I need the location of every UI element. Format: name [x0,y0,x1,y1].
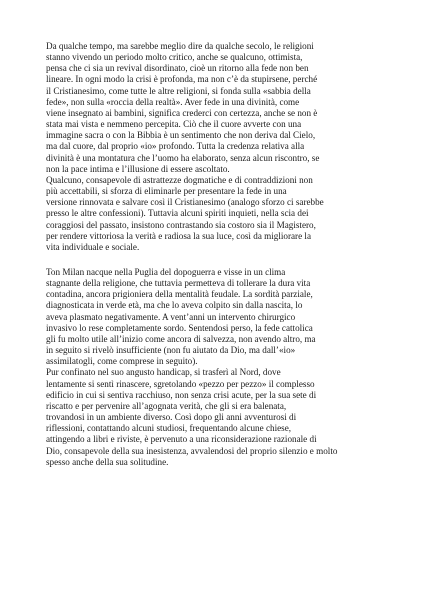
text-line: Qualcuno, consapevole di astrattezze dogmatiche e di contraddizioni non [46,174,313,185]
text-line: Da qualche tempo, ma sarebbe meglio dire da qualche secolo, le religioni [46,41,314,51]
text-line: edificio in cui si sentiva racchiuso, non senza crisi acute, per la sua sete di [46,389,317,400]
text-line: più accettabili, si sforza di eliminarle per presentare la fede in una [46,186,287,197]
text-line: Dio, consapevole della sua inesistenza, avvalendosi del proprio silenzio e molto [46,445,338,456]
text-line: coraggiosi del passato, insistono contrastando sia costoro sia il Magistero, [46,219,316,230]
text-line: ma dal cuore, dal proprio «io» profondo. Tutta la credenza relativa alla [46,141,305,152]
text-line: lentamente si sentì rinascere, sgretolando «pezzo per pezzo» il complesso [46,378,315,389]
text-line: aveva plasmato negativamente. A vent’anni un intervento chirurgico [46,311,296,322]
text-line: stanno vivendo un periodo molto critico, anche se qualcuno, ottimista, [46,52,303,63]
text-line: per rendere vittoriosa la verità e radiosa la sua luce, così da migliorare la [46,230,312,241]
text-line: vita individuale e sociale. [46,241,140,252]
text-line: non la pace intima e l’illusione di essere ascoltato. [46,163,230,174]
text-line: riflessioni, contattando alcuni studiosi, frequentando alcune chiese, [46,423,292,434]
text-line: riscatto e per pervenire all’agognata verità, che gli si era balenata, [46,400,287,411]
text-line: stagnante della religione, che tuttavia permetteva di tollerare la dura vita [46,278,311,289]
text-line: pensa che ci sia un revival disordinato, cioè un ritorno alla fede non ben [46,63,309,74]
text-line: trovandosi in un ambiente diverso. Così dopo gli anni avventurosi di [46,412,297,423]
text-line: in seguito si rivelò insufficiente (non fu aiutato da Dio, ma dall’«io» [46,345,296,356]
text-line: immagine sacra o con la Bibbia è un sentimento che non deriva dal Cielo, [46,130,316,141]
text-line: gli fu molto utile all’inizio come ancora di salvezza, non avendo altro, ma [46,333,316,344]
paragraph-ton-milan-biography [46,267,382,468]
text-line: versione rinnovata e salvare così il Cristianesimo (analogo sforzo ci sarebbe [46,197,324,208]
text-line: spesso anche della sua solitudine. [46,456,169,467]
text-line: contadina, ancora prigioniera della mentalità feudale. La sordità parziale, [46,289,313,300]
text-line: invasivo lo rese completamente sordo. Sentendosi perso, la fede cattolica [46,322,313,333]
paragraph-religions-crisis [46,41,382,253]
text-line: stata mai vista e nemmeno percepita. Ciò che il cuore avverte con una [46,119,302,130]
text-line: fede», non sulla «roccia della realtà». Aver fede in una divinità, come [46,96,300,107]
text-line: il Cristianesimo, come tutte le altre religioni, si fonda sulla «sabbia della [46,85,311,96]
text-line: Ton Milan nacque nella Puglia del dopoguerra e visse in un clima [46,267,286,277]
text-line: divinità è una montatura che l’uomo ha elaborato, senza alcun riscontro, se [46,152,320,163]
text-line: viene insegnato ai bambini, significa crederci con certezza, anche se non è [46,107,318,118]
text-line: assimilatogli, come comprese in seguito). [46,356,198,367]
text-line: attingendo a libri e riviste, è pervenuto a una riconsiderazione razionale di [46,434,317,445]
text-line: diagnosticata in verde età, ma che lo aveva colpito sin dalla nascita, lo [46,300,303,311]
text-line: lineare. In ogni modo la crisi è profonda, ma non c’è da stupirsene, perché [46,74,318,85]
text-line: presso le altre confessioni). Tuttavia alcuni spiriti inquieti, nella scia dei [46,208,309,219]
text-line: Pur confinato nel suo angusto handicap, si trasferì al Nord, dove [46,367,281,378]
